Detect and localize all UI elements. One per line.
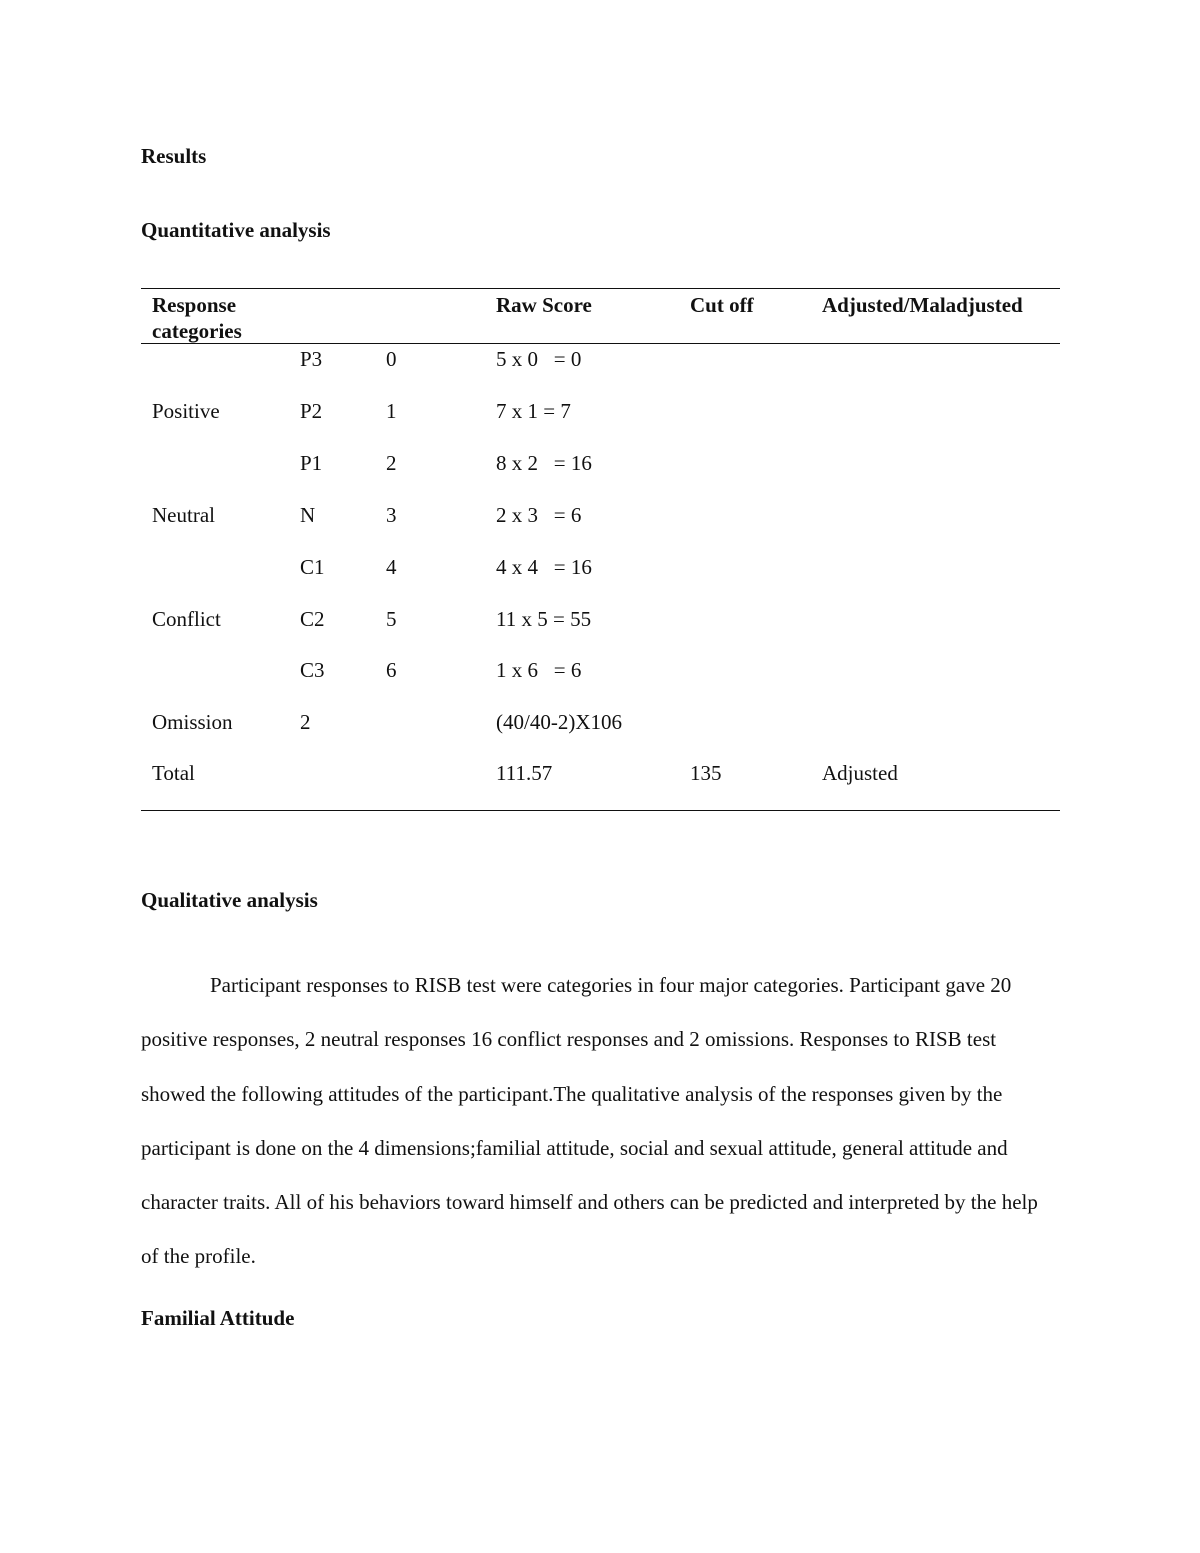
cell-raw-score: 2 x 3 = 6 [496, 503, 582, 527]
cell-code: N [300, 503, 316, 527]
familial-attitude-heading: Familial Attitude [141, 1306, 295, 1330]
qualitative-paragraph: Participant responses to RISB test were categories in four major categories. Participant gave 20 positive responses, 2 neutral responses 16 conflict responses and 2 omissions. Responses to RISB test showed the following attitudes of the participant.The qualitative analysis of the responses given by the participant is done on the 4 dimensions;familial attitude, social and sexual attitude, general attitude and character traits. All of his behaviors toward himself and others can be predicted and interpreted by the help of the profile. [141, 973, 1038, 1269]
cell-code: 2 [300, 710, 311, 734]
cell-adjusted: Adjusted [822, 761, 898, 785]
cell-weight: 3 [386, 503, 397, 527]
cell-raw-score: 111.57 [496, 761, 553, 785]
qualitative-analysis-heading: Qualitative analysis [141, 888, 318, 912]
cell-raw-score: 11 x 5 = 55 [496, 607, 592, 631]
quantitative-analysis-heading: Quantitative analysis [141, 218, 331, 242]
cell-code: C2 [300, 607, 325, 631]
cell-raw-score: 1 x 6 = 6 [496, 658, 582, 682]
cell-weight: 2 [386, 451, 397, 475]
cell-cut-off: 135 [690, 761, 722, 785]
cell-weight: 1 [386, 399, 397, 423]
header-response-categories: Response categories [152, 293, 242, 343]
results-heading: Results [141, 144, 207, 168]
table-bottom-rule [141, 810, 1060, 811]
cell-code: C3 [300, 658, 325, 682]
cell-code: P2 [300, 399, 323, 423]
cell-raw-score: 5 x 0 = 0 [496, 347, 582, 371]
cell-category: Positive [152, 399, 220, 423]
cell-raw-score: 8 x 2 = 16 [496, 451, 592, 475]
cell-code: P3 [300, 347, 323, 371]
cell-raw-score: (40/40-2)X106 [496, 710, 622, 734]
cell-weight: 5 [386, 607, 397, 631]
cell-code: P1 [300, 451, 323, 475]
cell-category: Neutral [152, 503, 215, 527]
cell-code: C1 [300, 555, 325, 579]
cell-raw-score: 4 x 4 = 16 [496, 555, 592, 579]
cell-category: Total [152, 761, 195, 785]
header-raw-score: Raw Score [496, 293, 592, 317]
table-top-rule [141, 288, 1060, 289]
cell-category: Omission [152, 710, 233, 734]
cell-weight: 6 [386, 658, 397, 682]
header-cut-off: Cut off [690, 293, 754, 317]
cell-category: Conflict [152, 607, 221, 631]
table-header-rule [141, 343, 1060, 344]
header-adjusted: Adjusted/Maladjusted [822, 293, 1023, 317]
cell-weight: 4 [386, 555, 397, 579]
cell-raw-score: 7 x 1 = 7 [496, 399, 571, 423]
cell-weight: 0 [386, 347, 397, 371]
